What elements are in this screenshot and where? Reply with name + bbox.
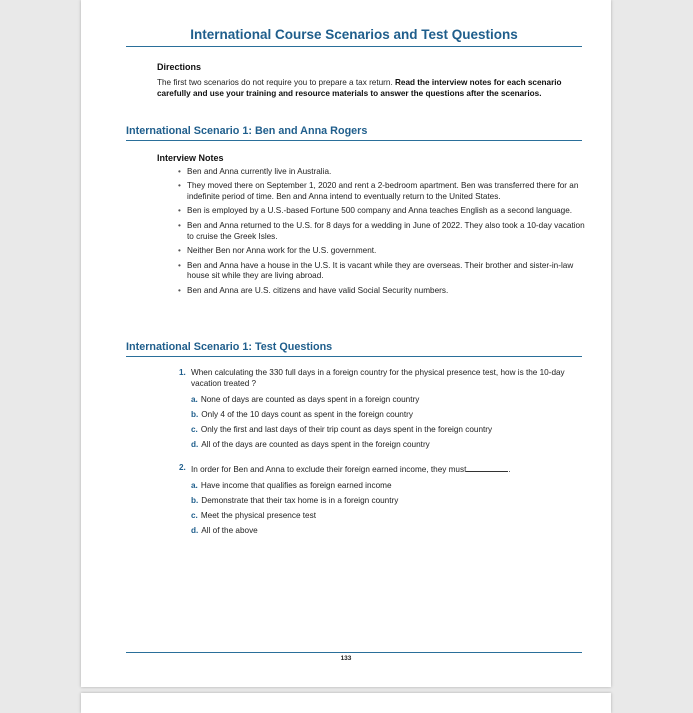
question-text-wrap [191, 463, 589, 476]
question-1 [179, 368, 589, 451]
directions-text-plain: The first two scenarios do not require you to prepare a tax return. [157, 78, 396, 87]
page-title: International Course Scenarios and Test Questions [126, 27, 582, 47]
question-text: In order for Ben and Anna to exclude their foreign earned income, they must [191, 464, 467, 474]
answer-option [191, 496, 589, 507]
answer-option [191, 395, 589, 406]
option-letter: c. [191, 511, 198, 521]
answer-option [191, 440, 589, 451]
question-number: 2. [179, 462, 186, 472]
option-letter: d. [191, 440, 199, 450]
option-text: Have income that qualifies as foreign earned income [200, 481, 392, 491]
list-item: • Neither Ben nor Anna work for the U.S. government. [187, 246, 587, 257]
option-text: Meet the physical presence test [200, 511, 316, 521]
list-item: • Ben and Anna returned to the U.S. for 8 days for a wedding in June of 2022. They also took a 10-day vacation to cruise the Greek Isles. [187, 221, 587, 242]
list-item: • Ben and Anna have a house in the U.S. It is vacant while they are overseas. Their brother and sister-in-law house sit while they are living abroad. [187, 261, 587, 282]
directions-block [157, 62, 587, 99]
option-letter: b. [191, 410, 199, 420]
directions-heading: Directions [157, 62, 202, 72]
directions-text [157, 77, 587, 99]
answer-option [191, 511, 589, 522]
option-text: Demonstrate that their tax home is in a foreign country [201, 496, 399, 506]
interview-notes [157, 153, 587, 301]
interview-notes-heading: Interview Notes [157, 153, 224, 163]
option-letter: b. [191, 496, 199, 506]
question-text-end: . [508, 464, 511, 474]
option-letter: a. [191, 395, 198, 405]
list-item: • Ben and Anna currently live in Australia. [187, 167, 587, 178]
list-item: • They moved there on September 1, 2020 and rent a 2-bedroom apartment. Ben was transferred there for an indefinite period of time. Ben and Anna intend to eventually return to the United States. [187, 181, 587, 202]
scenario-heading: International Scenario 1: Ben and Anna Rogers [126, 125, 582, 141]
list-item: • Ben and Anna are U.S. citizens and have valid Social Security numbers. [187, 286, 587, 297]
footer-divider [126, 652, 582, 653]
option-letter: a. [191, 481, 198, 491]
answer-blank [466, 463, 511, 474]
answer-option [191, 481, 589, 492]
answer-option [191, 410, 589, 421]
option-letter: c. [191, 425, 198, 435]
question-text: When calculating the 330 full days in a foreign country for the physical presence test, how is the 10-day vacation treated ? [191, 368, 565, 388]
question-number: 1. [179, 368, 186, 377]
list-item: • Ben is employed by a U.S.-based Fortune 500 company and Anna teaches English as a second language. [187, 206, 587, 217]
directions-text-bold: Read the interview notes for each scenario carefully and use your training and resource materials to answer the questions after the scenarios. [157, 78, 562, 98]
answer-options [191, 395, 589, 451]
questions-block [179, 368, 589, 541]
option-letter: d. [191, 526, 199, 536]
option-text: Only 4 of the 10 days count as spent in the foreign country [201, 410, 413, 420]
answer-options [191, 481, 589, 537]
document-page [81, 0, 611, 687]
answer-option [191, 425, 589, 436]
option-text: Only the first and last days of their trip count as days spent in the foreign country [200, 425, 493, 435]
page-number: 133 [340, 655, 352, 662]
option-text: All of the above [201, 526, 258, 536]
answer-option [191, 526, 589, 537]
question-2 [179, 463, 589, 537]
next-page-edge [81, 693, 611, 713]
interview-notes-list [157, 167, 587, 297]
option-text: All of the days are counted as days spent in the foreign country [201, 440, 430, 450]
option-text: None of days are counted as days spent in a foreign country [200, 395, 420, 405]
test-questions-heading: International Scenario 1: Test Questions [126, 341, 582, 357]
